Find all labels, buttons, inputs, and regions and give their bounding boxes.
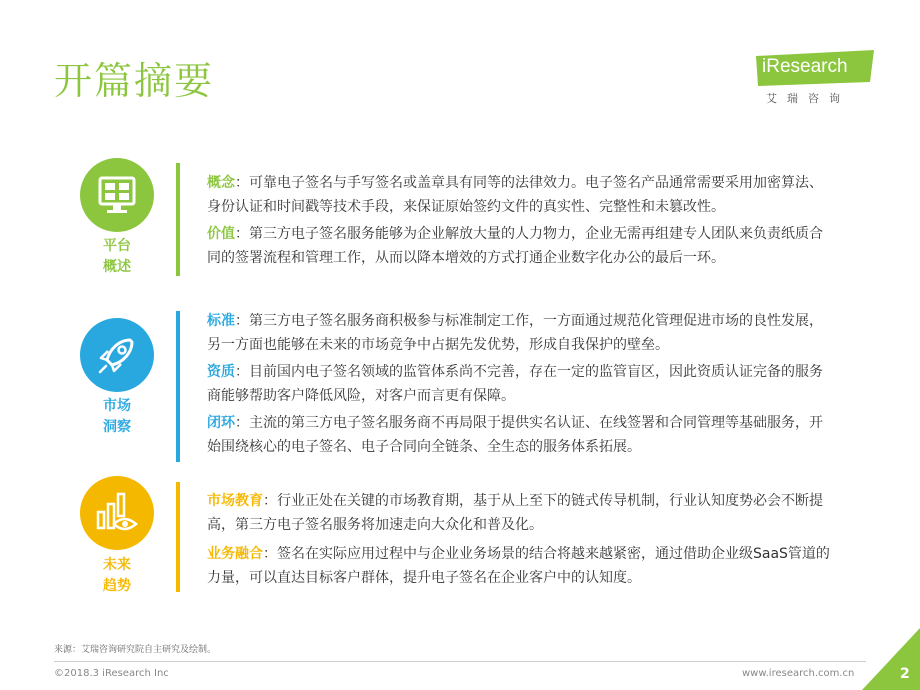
page-number: 2	[900, 666, 910, 682]
section-divider	[176, 311, 180, 462]
section-divider	[176, 482, 180, 592]
paragraph-market-education: 市场教育：行业正处在关键的市场教育期，基于从上至下的链式传导机制，行业认知度势必会不断提高，第三方电子签名服务将加速走向大众化和普及化。	[207, 493, 823, 533]
section-label: 平台 概述	[103, 238, 131, 275]
trend-chart-eye-icon	[80, 476, 154, 550]
section-divider	[176, 163, 180, 276]
copyright: ©2018.3 iResearch Inc	[54, 668, 169, 679]
page-title: 开篇摘要	[54, 59, 215, 103]
logo-subtitle: 艾瑞咨询	[766, 92, 850, 105]
source-note: 来源：艾瑞咨询研究院自主研究及绘制。	[54, 645, 217, 655]
corner-decoration	[862, 628, 920, 690]
rocket-icon	[80, 318, 154, 392]
iresearch-logo	[748, 48, 878, 108]
monitor-icon	[80, 158, 154, 232]
section-label: 市场 洞察	[103, 398, 131, 435]
logo-wordmark: iResearch	[762, 56, 848, 77]
footer-divider	[54, 661, 866, 662]
paragraph-standard: 标准：第三方电子签名服务商积极参与标准制定工作，一方面通过规范化管理促进市场的良性发展，另一方面也能够在未来的市场竞争中占据先发优势，形成自我保护的壁垒。	[207, 313, 823, 353]
section-label: 未来 趋势	[103, 557, 131, 594]
paragraph-concept: 概念：可靠电子签名与手写签名或盖章具有同等的法律效力。电子签名产品通常需要采用加密算法、身份认证和时间戳等技术手段，来保证原始签约文件的真实性、完整性和未篡改性。	[207, 175, 823, 215]
paragraph-value: 价值：第三方电子签名服务能够为企业解放大量的人力物力，企业无需再组建专人团队来负责纸质合同的签署流程和管理工作，从而以降本增效的方式打通企业数字化办公的最后一环。	[207, 226, 823, 266]
paragraph-closed-loop: 闭环：主流的第三方电子签名服务商不再局限于提供实名认证、在线签署和合同管理等基础服务，开始围绕核心的电子签名、电子合同向全链条、全生态的服务体系拓展。	[207, 415, 823, 455]
paragraph-business-integration: 业务融合：签名在实际应用过程中与企业业务场景的结合将越来越紧密，通过借助企业级SaaS管道的力量，可以直达目标客户群体，提升电子签名在企业客户中的认知度。	[207, 546, 830, 586]
paragraph-qualification: 资质：目前国内电子签名领域的监管体系尚不完善，存在一定的监管盲区，因此资质认证完备的服务商能够帮助客户降低风险，对客户而言更有保障。	[207, 364, 823, 404]
website-url: www.iresearch.com.cn	[742, 668, 855, 679]
